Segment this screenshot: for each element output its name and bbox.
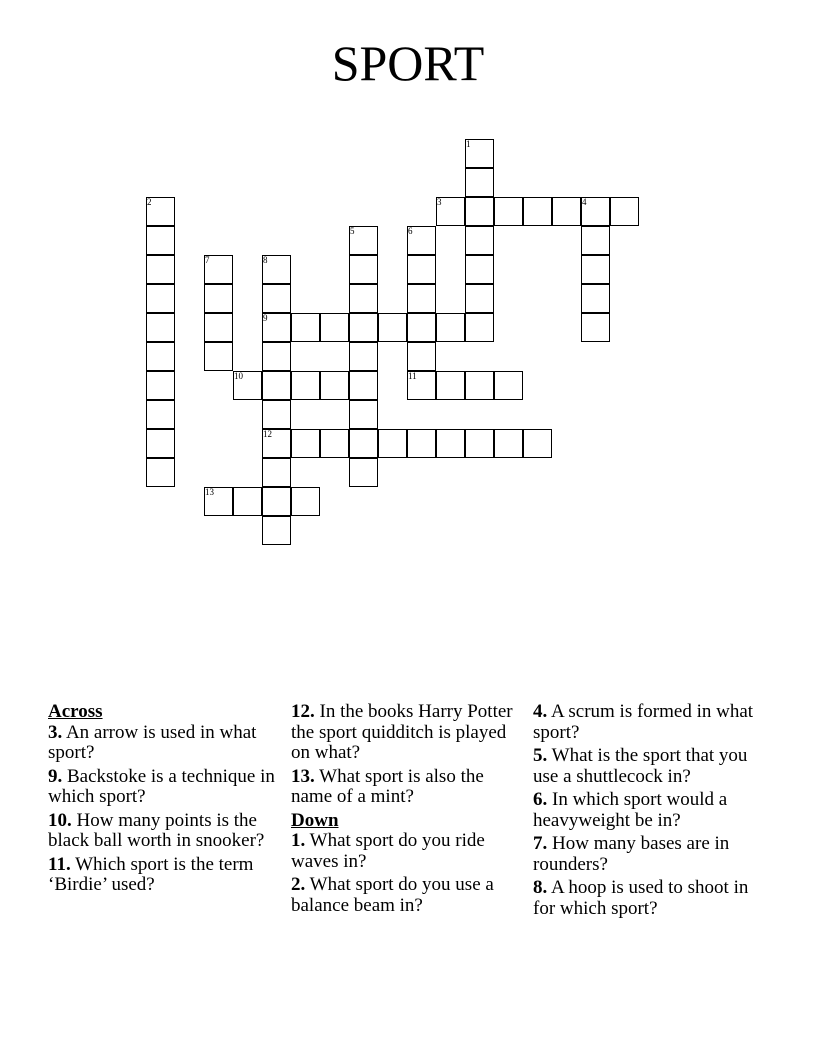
grid-cell[interactable] [262, 487, 291, 516]
clue-number: 9. [48, 765, 63, 787]
grid-cell[interactable] [581, 226, 610, 255]
clue-number: 1. [291, 830, 306, 851]
clue-text: A hoop is used to shoot in for which sport? [533, 877, 749, 919]
grid-cell[interactable] [146, 400, 175, 429]
across-clue-list-continued [291, 702, 521, 808]
grid-cell[interactable] [407, 313, 436, 342]
grid-cell[interactable] [146, 429, 175, 458]
clue-number-7: 7 [205, 255, 210, 265]
grid-cell[interactable] [494, 371, 523, 400]
clue-text: In the books Harry Potter the sport quidditch is played on what? [291, 701, 513, 763]
grid-cell[interactable] [291, 313, 320, 342]
grid-cell[interactable] [407, 371, 436, 400]
grid-cell[interactable] [407, 429, 436, 458]
grid-cell[interactable] [407, 226, 436, 255]
clue-number-8: 8 [263, 255, 268, 265]
clue-text: How many bases are in rounders? [533, 833, 730, 875]
clue [533, 746, 763, 787]
grid-cell[interactable] [378, 313, 407, 342]
clue-number-1: 1 [466, 139, 471, 149]
clue-number-3: 3 [437, 197, 442, 207]
grid-cell[interactable] [204, 342, 233, 371]
grid-cell[interactable] [523, 197, 552, 226]
grid-cell[interactable] [436, 371, 465, 400]
clue [533, 790, 763, 831]
clue-number: 8. [533, 877, 548, 898]
grid-cell[interactable] [291, 371, 320, 400]
clue-number-13: 13 [205, 487, 214, 497]
grid-cell[interactable] [465, 371, 494, 400]
grid-cell[interactable] [204, 313, 233, 342]
grid-cell[interactable] [407, 255, 436, 284]
clue-number: 6. [533, 789, 548, 810]
grid-cell[interactable] [262, 516, 291, 545]
grid-cell[interactable] [349, 342, 378, 371]
grid-cell[interactable] [465, 429, 494, 458]
clue-text: Which sport is the term ‘Birdie’ used? [48, 853, 254, 895]
grid-cell[interactable] [407, 342, 436, 371]
clue-number-10: 10 [234, 371, 243, 381]
clues-column-3 [533, 702, 763, 922]
grid-cell[interactable] [349, 458, 378, 487]
grid-cell[interactable] [204, 487, 233, 516]
grid-cell[interactable] [262, 458, 291, 487]
clue-number-5: 5 [350, 226, 355, 236]
grid-cell[interactable] [494, 429, 523, 458]
clue-text: What sport is also the name of a mint? [291, 765, 484, 807]
clue-number-12: 12 [263, 429, 272, 439]
grid-cell[interactable] [465, 255, 494, 284]
grid-cell[interactable] [146, 371, 175, 400]
clue-number: 11. [48, 853, 71, 875]
grid-cell[interactable] [320, 429, 349, 458]
grid-cell[interactable] [349, 371, 378, 400]
clue-number: 10. [48, 809, 72, 831]
grid-cell[interactable] [233, 487, 262, 516]
grid-cell[interactable] [146, 284, 175, 313]
grid-cell[interactable] [146, 458, 175, 487]
grid-cell[interactable] [320, 371, 349, 400]
grid-cell[interactable] [581, 284, 610, 313]
grid-cell[interactable] [581, 255, 610, 284]
grid-cell[interactable] [378, 429, 407, 458]
grid-cell[interactable] [436, 197, 465, 226]
grid-cell[interactable] [465, 313, 494, 342]
grid-cell[interactable] [436, 313, 465, 342]
puzzle-title: SPORT [331, 35, 485, 91]
grid-cell[interactable] [610, 197, 639, 226]
clues-column-2 [291, 702, 521, 919]
grid-cell[interactable] [349, 226, 378, 255]
clue [48, 767, 278, 808]
grid-cell[interactable] [262, 255, 291, 284]
grid-cell[interactable] [262, 313, 291, 342]
grid-cell[interactable] [494, 197, 523, 226]
clue [291, 702, 521, 764]
grid-cell[interactable] [291, 487, 320, 516]
grid-cell[interactable] [204, 284, 233, 313]
clue-text: An arrow is used in what sport? [48, 721, 257, 763]
clue-text: How many points is the black ball worth in snooker? [48, 809, 265, 851]
clue-number-9: 9 [263, 313, 268, 323]
grid-cell[interactable] [349, 429, 378, 458]
grid-cell[interactable] [465, 226, 494, 255]
clue-number: 7. [533, 833, 548, 854]
clue-number: 4. [533, 701, 548, 722]
grid-cell[interactable] [146, 342, 175, 371]
clue [291, 875, 521, 916]
clue-text: What sport do you ride waves in? [291, 830, 485, 872]
grid-cell[interactable] [291, 429, 320, 458]
clue-number: 5. [533, 745, 548, 766]
clue [291, 767, 521, 808]
grid-cell[interactable] [204, 255, 233, 284]
clue-text: Backstoke is a technique in which sport? [48, 765, 275, 807]
grid-cell[interactable] [146, 197, 175, 226]
grid-cell[interactable] [320, 313, 349, 342]
clues-column-1 [48, 702, 278, 899]
across-heading: Across [48, 701, 103, 722]
grid-cell[interactable] [262, 400, 291, 429]
clue-number-4: 4 [582, 197, 587, 207]
clue [533, 702, 763, 743]
clue-text: In which sport would a heavyweight be in? [533, 789, 728, 831]
grid-cell[interactable] [465, 168, 494, 197]
clue [48, 723, 278, 764]
clue-number: 12. [291, 701, 315, 722]
clue-number: 2. [291, 874, 306, 895]
grid-cell[interactable] [262, 284, 291, 313]
clue-number-2: 2 [147, 197, 152, 207]
grid-cell[interactable] [552, 197, 581, 226]
clue-number-11: 11 [408, 371, 417, 381]
grid-cell[interactable] [349, 313, 378, 342]
grid-cell[interactable] [581, 313, 610, 342]
grid-cell[interactable] [262, 371, 291, 400]
grid-cell[interactable] [465, 139, 494, 168]
grid-cell[interactable] [523, 429, 552, 458]
grid-cell[interactable] [262, 342, 291, 371]
grid-cell[interactable] [465, 284, 494, 313]
grid-cell[interactable] [146, 226, 175, 255]
grid-cell[interactable] [146, 313, 175, 342]
grid-cell[interactable] [349, 400, 378, 429]
down-clue-list [291, 831, 521, 916]
clue-number: 3. [48, 721, 63, 743]
clue [291, 831, 521, 872]
grid-cell[interactable] [581, 197, 610, 226]
clue-text: What sport do you use a balance beam in? [291, 874, 494, 916]
grid-cell[interactable] [233, 371, 262, 400]
clue [48, 811, 278, 852]
clue [533, 878, 763, 919]
clue [533, 834, 763, 875]
grid-cell[interactable] [349, 255, 378, 284]
clue-number: 13. [291, 765, 315, 787]
grid-cell[interactable] [465, 197, 494, 226]
down-heading: Down [291, 809, 339, 831]
clue [48, 855, 278, 896]
across-clue-list [48, 723, 278, 896]
grid-cell[interactable] [262, 429, 291, 458]
down-clue-list-continued [533, 702, 763, 919]
clue-text: A scrum is formed in what sport? [533, 701, 754, 743]
grid-cell[interactable] [407, 284, 436, 313]
grid-cell[interactable] [436, 429, 465, 458]
clue-text: What is the sport that you use a shuttlecock in? [533, 745, 748, 787]
grid-cell[interactable] [146, 255, 175, 284]
clue-number-6: 6 [408, 226, 413, 236]
grid-cell[interactable] [349, 284, 378, 313]
